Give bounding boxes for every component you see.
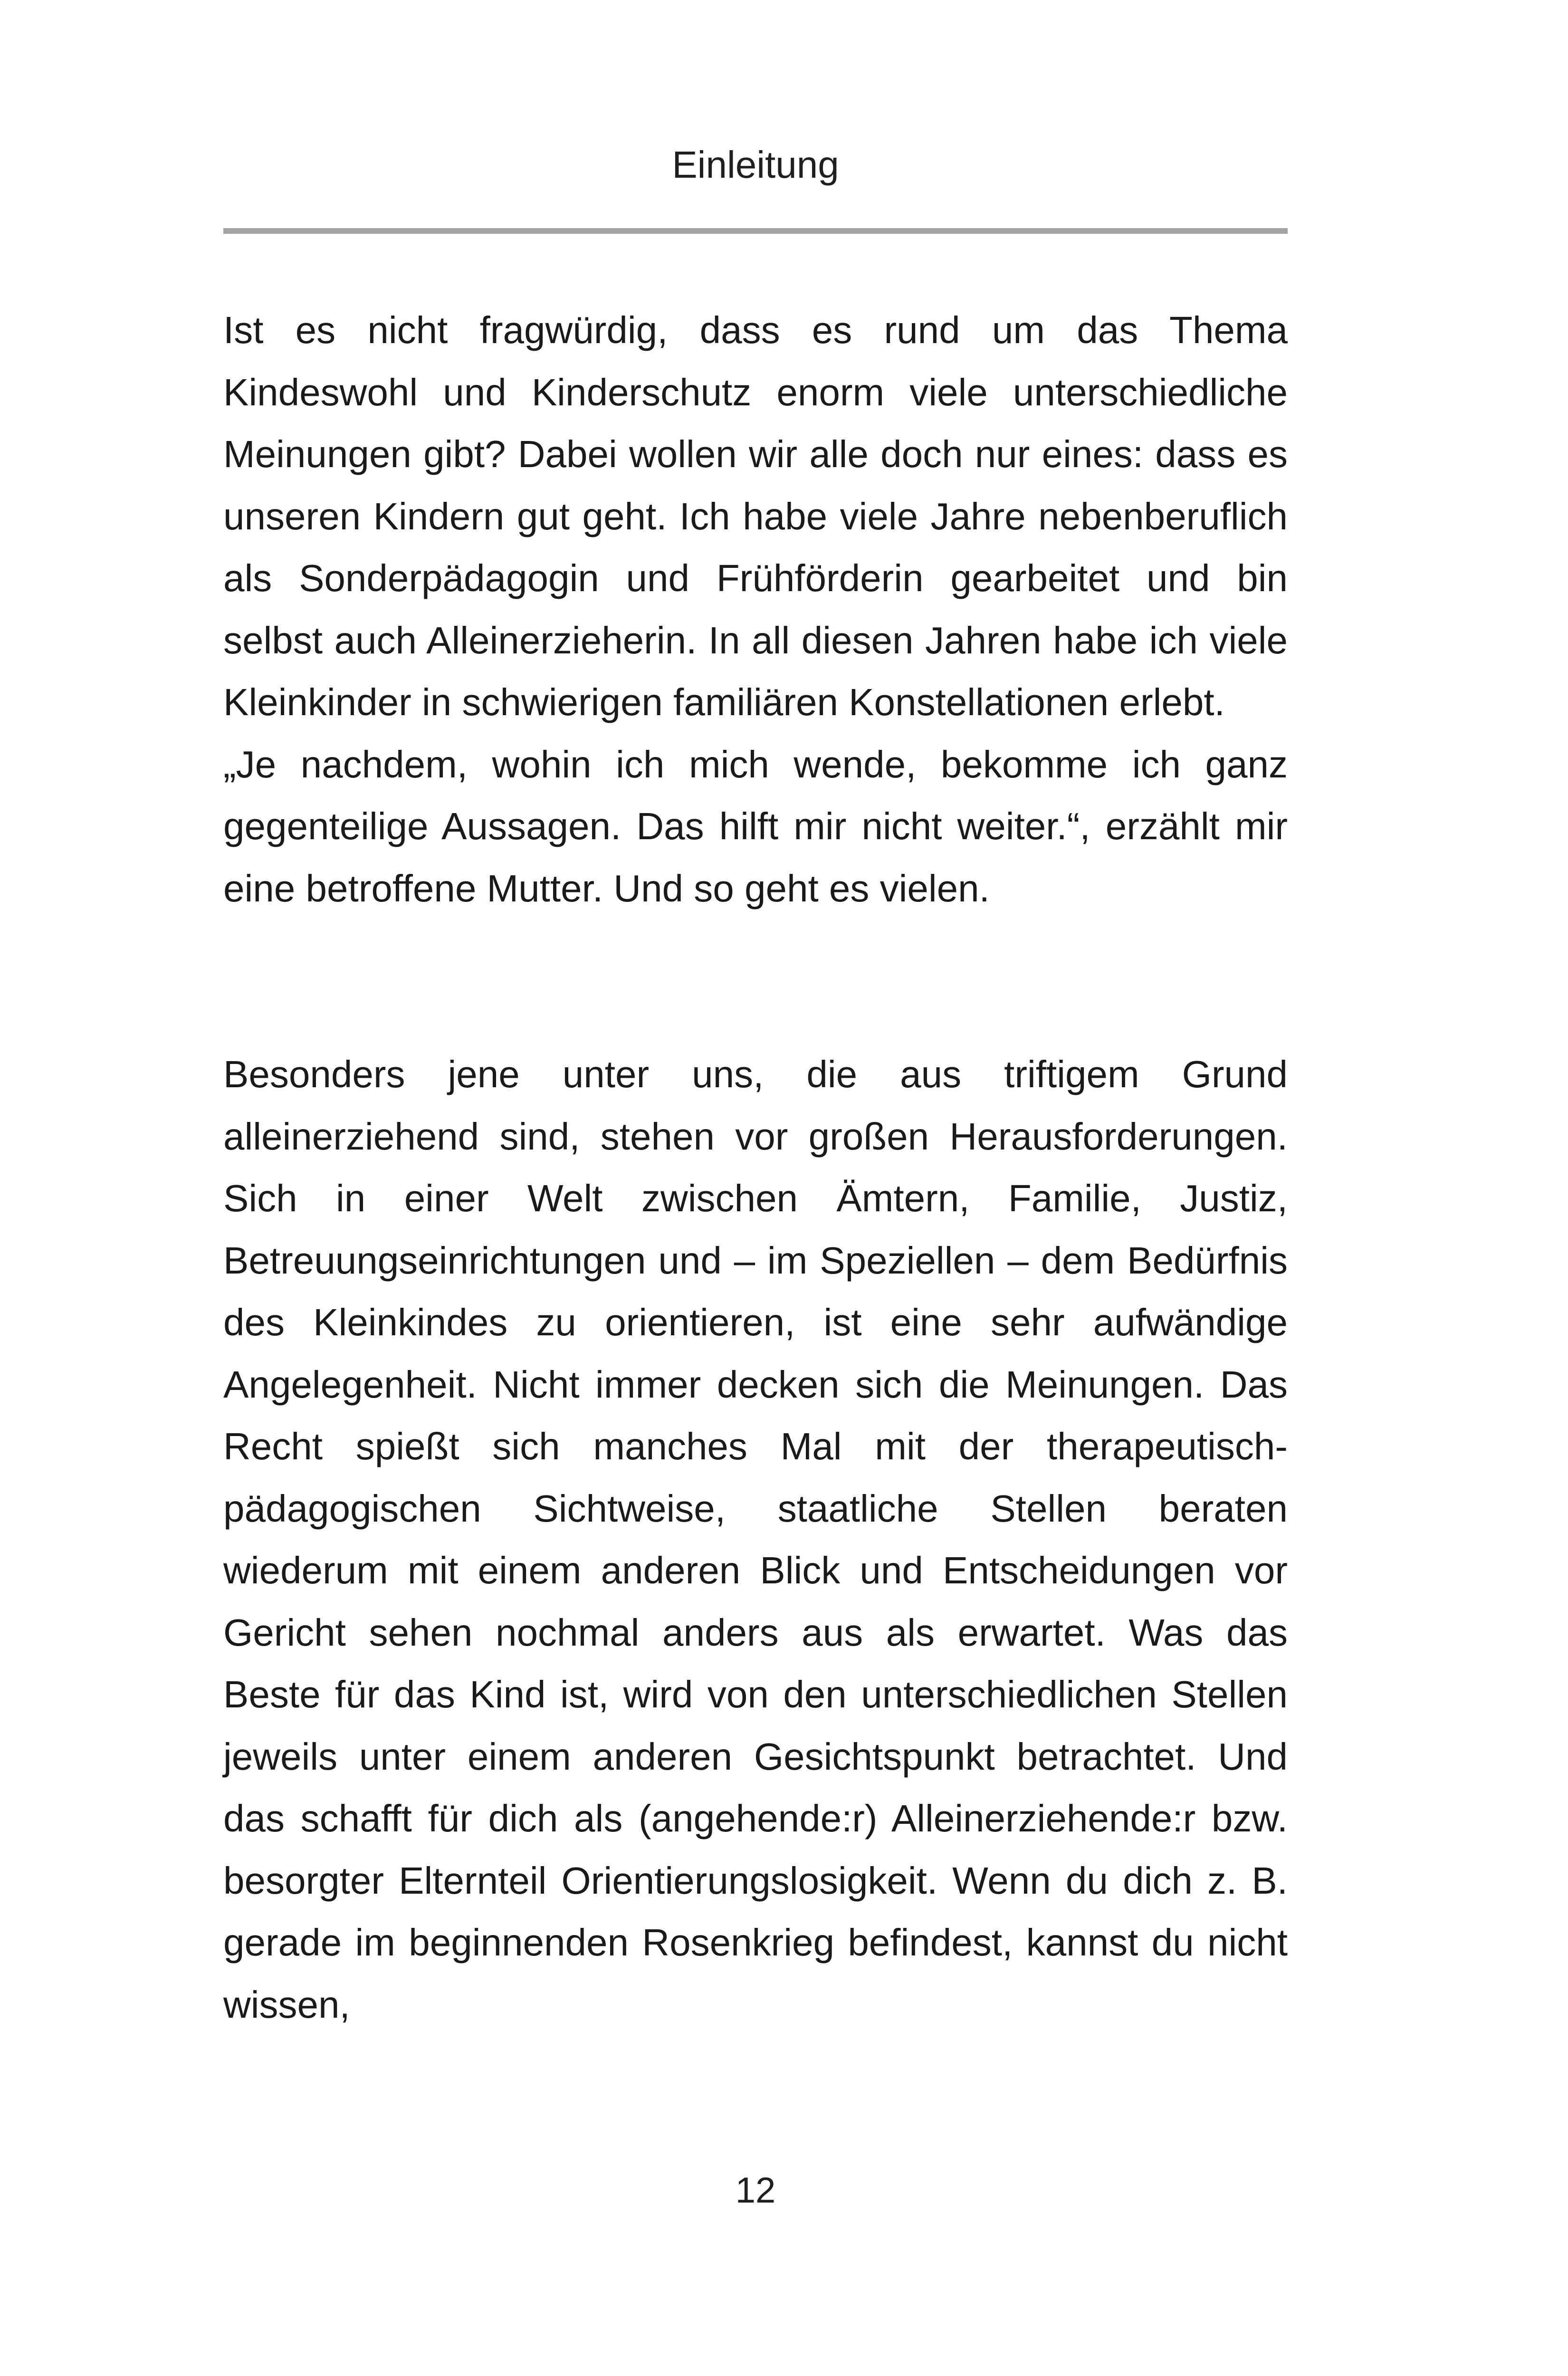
paragraph-spacer xyxy=(223,920,1288,1044)
paragraph-1: Ist es nicht fragwürdig, dass es rund um das Thema Kindeswohl und Kinderschutz enorm viele unterschiedliche Meinungen gibt? Dabei wollen wir alle doch nur eines: dass es unseren Kindern gut geht. Ich habe viele Jahre nebenberuflich als Sonderpädagogin und Frühförderin gearbeitet und bin selbst auch Alleinerzieherin. In all diesen Jahren habe ich viele Kleinkinder in schwierigen familiären Konstellationen erlebt. xyxy=(223,309,1288,723)
header-divider xyxy=(223,228,1288,234)
paragraph-2: „Je nachdem, wohin ich mich wende, bekomme ich ganz gegenteilige Aussagen. Das hilft mir nicht weiter.“, erzählt mir eine betroffene Mutter. Und so geht es vielen. xyxy=(223,743,1288,910)
running-header-title: Einleitung xyxy=(672,144,839,186)
body-text xyxy=(223,299,1288,2036)
paragraph-3: Besonders jene unter uns, die aus triftigem Grund alleinerziehend sind, stehen vor großen Herausforderungen. Sich in einer Welt zwischen Ämtern, Familie, Justiz, Betreuungseinrichtungen und – im Speziellen – dem Bedürfnis des Kleinkindes zu orientieren, ist eine sehr aufwändige Angelegenheit. Nicht immer decken sich die Meinungen. Das Recht spießt sich manches Mal mit der therapeutisch-pädagogischen Sichtweise, staatliche Stellen beraten wiederum mit einem anderen Blick und Entscheidungen vor Gericht sehen nochmal anders aus als erwartet. Was das Beste für das Kind ist, wird von den unterschiedlichen Stellen jeweils unter einem anderen Gesichtspunkt betrachtet. Und das schafft für dich als (angehende:r) Alleinerziehende:r bzw. besorgter Elternteil Orientierungslosigkeit. Wenn du dich z. B. gerade im beginnenden Rosenkrieg befindest, kannst du nicht wissen, xyxy=(223,1053,1288,2026)
page-number: 12 xyxy=(735,2170,776,2211)
